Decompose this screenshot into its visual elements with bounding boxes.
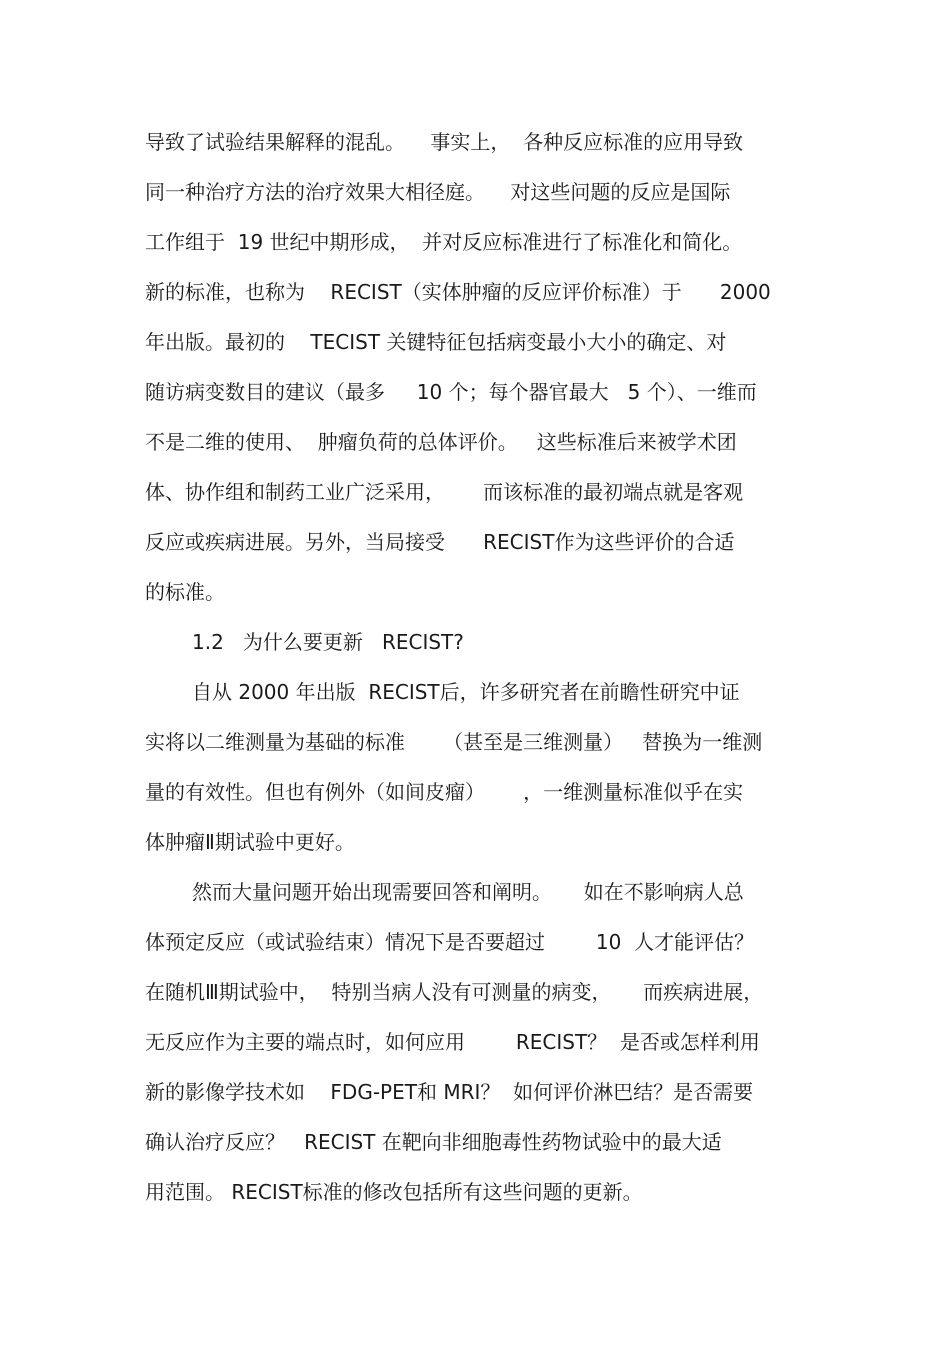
paragraph-line: 量的有效性。但也有例外（如间皮瘤） ，一维测量标准似乎在实 — [145, 780, 744, 804]
paragraph-line: 不是二维的使用、 肿瘤负荷的总体评价。 这些标准后来被学术团 — [145, 430, 737, 454]
paragraph-line: 工作组于 19 世纪中期形成， 并对反应标准进行了标准化和简化。 — [145, 230, 743, 254]
paragraph-line: 然而大量问题开始出现需要回答和阐明。 如在不影响病人总 — [192, 880, 744, 904]
paragraph-line: 实将以二维测量为基础的标准 （甚至是三维测量） 替换为一维测 — [145, 730, 763, 754]
paragraph-line: 确认治疗反应？ RECIST 在靶向非细胞毒性药物试验中的最大适 — [145, 1130, 722, 1154]
paragraph-line: 的标准。 — [145, 580, 225, 604]
paragraph-line: 导致了试验结果解释的混乱。 事实上， 各种反应标准的应用导致 — [145, 130, 744, 154]
section-heading: 1.2 为什么要更新 RECIST? — [192, 630, 464, 654]
paragraph-line: 在随机Ⅲ期试验中， 特别当病人没有可测量的病变， 而疾病进展， — [145, 980, 764, 1004]
paragraph-line: 随访病变数目的建议（最多 10 个；每个器官最大 5 个）、一维而 — [145, 380, 757, 404]
paragraph-line: 同一种治疗方法的治疗效果大相径庭。 对这些问题的反应是国际 — [145, 180, 731, 204]
paragraph-line: 新的标准，也称为 RECIST（实体肿瘤的反应评价标准）于 2000 — [145, 280, 771, 304]
paragraph-line: 体肿瘤Ⅱ期试验中更好。 — [145, 830, 355, 854]
paragraph-line: 无反应作为主要的端点时，如何应用 RECIST？ 是否或怎样利用 — [145, 1030, 760, 1054]
paragraph-line: 用范围。 RECIST标准的修改包括所有这些问题的更新。 — [145, 1180, 643, 1204]
paragraph-line: 自从 2000 年出版 RECIST后，许多研究者在前瞻性研究中证 — [192, 680, 740, 704]
paragraph-line: 新的影像学技术如 FDG-PET和 MRI？ 如何评价淋巴结？是否需要 — [145, 1080, 754, 1104]
paragraph-line: 体、协作组和制药工业广泛采用， 而该标准的最初端点就是客观 — [145, 480, 744, 504]
paragraph-line: 年出版。最初的 TECIST 关键特征包括病变最小大小的确定、对 — [145, 330, 727, 354]
paragraph-line: 体预定反应（或试验结束）情况下是否要超过 10 人才能评估？ — [145, 930, 755, 954]
paragraph-line: 反应或疾病进展。另外，当局接受 RECIST作为这些评价的合适 — [145, 530, 735, 554]
